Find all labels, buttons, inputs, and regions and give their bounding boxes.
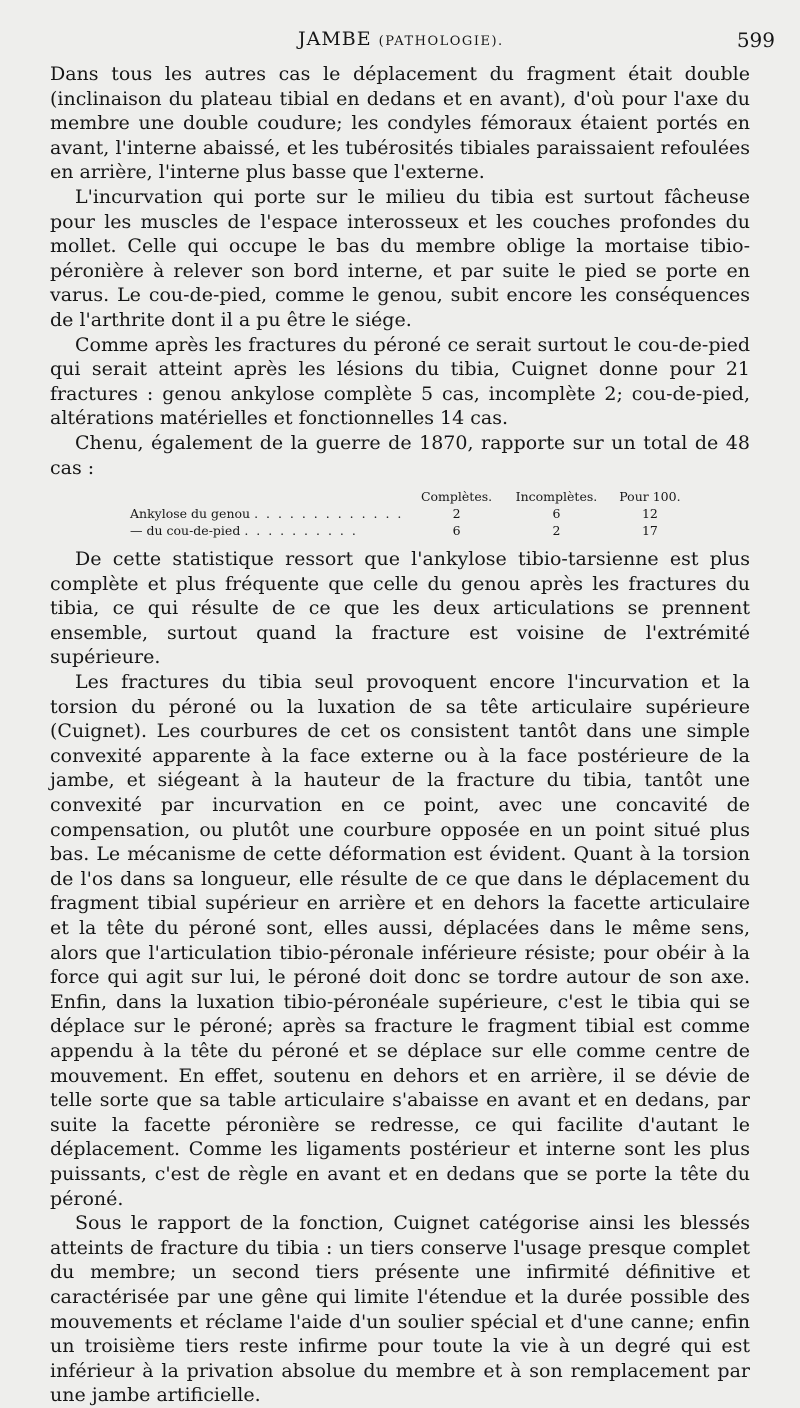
column-header-pour-cent: Pour 100. bbox=[619, 489, 681, 505]
paragraph-4: Chenu, également de la guerre de 1870, rapporte sur un total de 48 cas : bbox=[50, 431, 750, 479]
table-row bbox=[130, 505, 690, 522]
running-header bbox=[40, 28, 775, 64]
row-label-genou: Ankylose du genou . . . . . . . . . . . . . bbox=[130, 506, 404, 522]
paragraph-6: Les fractures du tibia seul provoquent encore l'incurvation et la torsion du péroné ou la luxation de sa tête articulaire supérieure (Cuignet). Les courbures de cet os consistent tantôt dans une simple convexité apparente à la face externe ou à la face postérieure de la jambe, et siégeant à la hauteur de la fracture du tibia, tantôt une convexité par incurvation en ce point, avec une concavité de compensation, ou plutôt une courbure opposée en un point situé plus bas. Le mécanisme de cette déformation est évident. Quant à la torsion de l'os dans sa longueur, elle résulte de ce que dans le déplacement du fragment tibial supérieur en arrière et en dehors la facette articulaire et la tête du péroné sont, elles aussi, déplacées dans le même sens, alors que l'articulation tibio-péronale inférieure résiste; pour obéir à la force qui agit sur lui, le péroné doit donc se tordre autour de son axe. Enfin, dans la luxation tibio-péronéale supérieure, c'est le tibia qui se déplace sur le péroné; après sa fracture le fragment tibial est comme appendu à la tête du péroné et se déplace sur elle comme centre de mouvement. En effet, soutenu en dehors et en arrière, il se dévie de telle sorte que sa table articulaire s'abaisse en avant et en dedans, par suite la facette péronière se redresse, ce qui facilite d'autant le déplacement. Comme les ligaments postérieur et interne sont les plus puissants, c'est de règle en avant et en dedans que se porte la tête du péroné. bbox=[50, 671, 750, 1210]
cell-completes: 2 bbox=[452, 506, 461, 522]
paragraph-1: Dans tous les autres cas le déplacement du fragment était double (inclinaison du plateau tibial en dedans et en avant), d'où pour l'axe du membre une double coudure; les condyles fémoraux étaient portés en avant, l'interne abaissé, et les tubérosités tibiales paraissaient refoulées en arrière, l'interne plus basse que l'externe. bbox=[50, 63, 750, 184]
table-row bbox=[130, 522, 690, 539]
running-title-sub: (PATHOLOGIE). bbox=[378, 34, 504, 49]
body-text bbox=[50, 62, 750, 1408]
column-header-incompletes: Incomplètes. bbox=[515, 489, 598, 505]
paragraph-5: De cette statistique ressort que l'ankylose tibio-tarsienne est plus complète et plus fréquente que celle du genou après les fractures du tibia, ce qui résulte de ce que les deux articulations se prennent ensemble, surtout quand la fracture est voisine de l'extrémité supérieure. bbox=[50, 548, 750, 669]
paragraph-3: Comme après les fractures du péroné ce serait surtout le cou-de-pied qui serait atteint après les lésions du tibia, Cuignet donne pour 21 fractures : genou ankylose complète 5 cas, incomplète 2; cou-de-pied, altérations matérielles et fonctionnelles 14 cas. bbox=[50, 333, 750, 430]
row-label-cou-de-pied: — du cou-de-pied . . . . . . . . . . bbox=[130, 523, 358, 539]
leader-dots: . . . . . . . . . . . . . bbox=[254, 506, 404, 522]
statistics-header-row bbox=[130, 488, 690, 505]
cell-completes: 6 bbox=[452, 523, 461, 539]
page-number: 599 bbox=[736, 28, 775, 52]
running-title-main: JAMBE bbox=[298, 28, 372, 50]
cell-pour-cent: 12 bbox=[641, 506, 658, 522]
statistics-corner bbox=[130, 488, 410, 505]
cell-incompletes: 2 bbox=[552, 523, 561, 539]
running-title bbox=[298, 28, 504, 50]
cell-pour-cent: 17 bbox=[641, 523, 658, 539]
paragraph-7: Sous le rapport de la fonction, Cuignet catégorise ainsi les blessés atteints de fracture du tibia : un tiers conserve l'usage presque complet du membre; un second tiers présente une infirmité définitive et caractérisée par une gêne qui limite l'étendue et la durée possible des mouvements et réclame l'aide d'un soulier spécial et d'une canne; enfin un troisième tiers reste infirme pour toute la vie à un degré qui est inférieur à la privation absolue du membre et à son remplacement par une jambe artificielle. bbox=[50, 1212, 750, 1407]
leader-dots: . . . . . . . . . . bbox=[244, 523, 358, 539]
paragraph-2: L'incurvation qui porte sur le milieu du tibia est surtout fâcheuse pour les muscles de l'espace interosseux et les couches profondes du mollet. Celle qui occupe le bas du membre oblige la mortaise tibio-péronière à relever son bord interne, et par suite le pied se porte en varus. Le cou-de-pied, comme le genou, subit encore les conséquences de l'arthrite dont il a pu être le siége. bbox=[50, 185, 750, 331]
statistics-table bbox=[130, 488, 690, 539]
column-header-completes: Complètes. bbox=[420, 489, 493, 505]
cell-incompletes: 6 bbox=[552, 506, 561, 522]
